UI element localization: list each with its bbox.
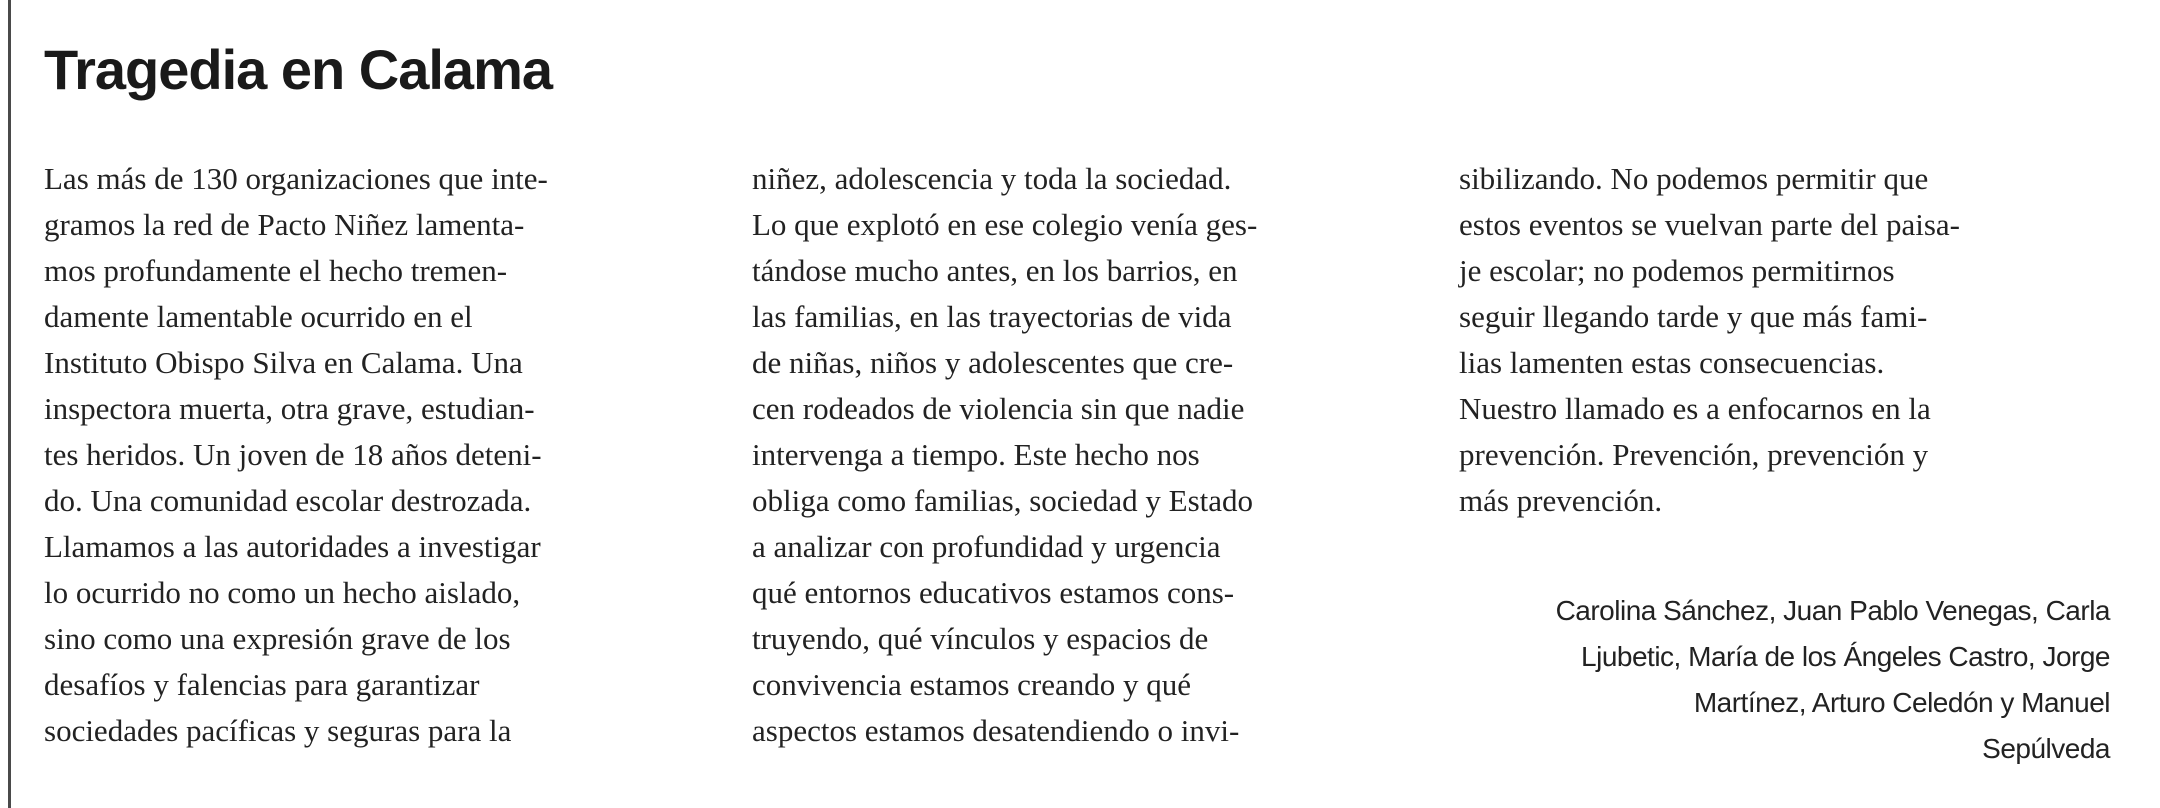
article-column-1 — [44, 156, 548, 754]
column-rule — [8, 0, 11, 808]
text-line: obliga como familias, sociedad y Estado — [752, 483, 1254, 518]
signature-line: Sepúlveda — [1982, 733, 2110, 764]
text-line: tes heridos. Un joven de 18 años deteni- — [44, 437, 542, 472]
text-line: seguir llegando tarde y que más fami- — [1459, 299, 1928, 334]
text-line: lias lamenten estas consecuencias. — [1459, 345, 1885, 380]
text-line: truyendo, qué vínculos y espacios de — [752, 621, 1209, 656]
text-line: estos eventos se vuelvan parte del paisa- — [1459, 207, 1960, 242]
text-line: las familias, en las trayectorias de vida — [752, 299, 1232, 334]
text-line: Nuestro llamado es a enfocarnos en la — [1459, 391, 1931, 426]
text-line: qué entornos educativos estamos cons- — [752, 575, 1235, 610]
text-line: damente lamentable ocurrido en el — [44, 299, 473, 334]
article-column-3 — [1459, 156, 1960, 524]
article-column-2 — [752, 156, 1257, 754]
signature-line: Martínez, Arturo Celedón y Manuel — [1693, 687, 2110, 718]
text-line: je escolar; no podemos permitirnos — [1459, 253, 1895, 288]
text-line: cen rodeados de violencia sin que nadie — [752, 391, 1245, 426]
text-line: lo ocurrido no como un hecho aislado, — [44, 575, 521, 610]
text-line: sino como una expresión grave de los — [44, 621, 511, 656]
text-line: sibilizando. No podemos permitir que — [1459, 161, 1929, 196]
text-line: mos profundamente el hecho tremen- — [44, 253, 508, 288]
text-line: aspectos estamos desatendiendo o invi- — [752, 713, 1240, 748]
text-line: sociedades pacíficas y seguras para la — [44, 713, 512, 748]
text-line: gramos la red de Pacto Niñez lamenta- — [44, 207, 525, 242]
text-line: inspectora muerta, otra grave, estudian- — [44, 391, 535, 426]
text-line: niñez, adolescencia y toda la sociedad. — [752, 161, 1232, 196]
text-line: do. Una comunidad escolar destrozada. — [44, 483, 532, 518]
text-line: Las más de 130 organizaciones que inte- — [44, 161, 548, 196]
text-line: Llamamos a las autoridades a investigar — [44, 529, 541, 564]
article-title: Tragedia en Calama — [44, 38, 553, 101]
text-line: a analizar con profundidad y urgencia — [752, 529, 1221, 564]
text-line: Lo que explotó en ese colegio venía ges- — [752, 207, 1258, 242]
text-line: Instituto Obispo Silva en Calama. Una — [44, 345, 523, 380]
text-line: convivencia estamos creando y qué — [752, 667, 1191, 702]
signature-line: Carolina Sánchez, Juan Pablo Venegas, Carla — [1555, 595, 2110, 626]
text-line: tándose mucho antes, en los barrios, en — [752, 253, 1238, 288]
article-signature — [1556, 588, 2110, 772]
text-line: prevención. Prevención, prevención y — [1459, 437, 1929, 472]
text-line: intervenga a tiempo. Este hecho nos — [752, 437, 1200, 472]
signature-line: Ljubetic, María de los Ángeles Castro, Jorge — [1581, 641, 2110, 672]
text-line: de niñas, niños y adolescentes que cre- — [752, 345, 1234, 380]
text-line: desafíos y falencias para garantizar — [44, 667, 480, 702]
text-line: más prevención. — [1459, 483, 1663, 518]
